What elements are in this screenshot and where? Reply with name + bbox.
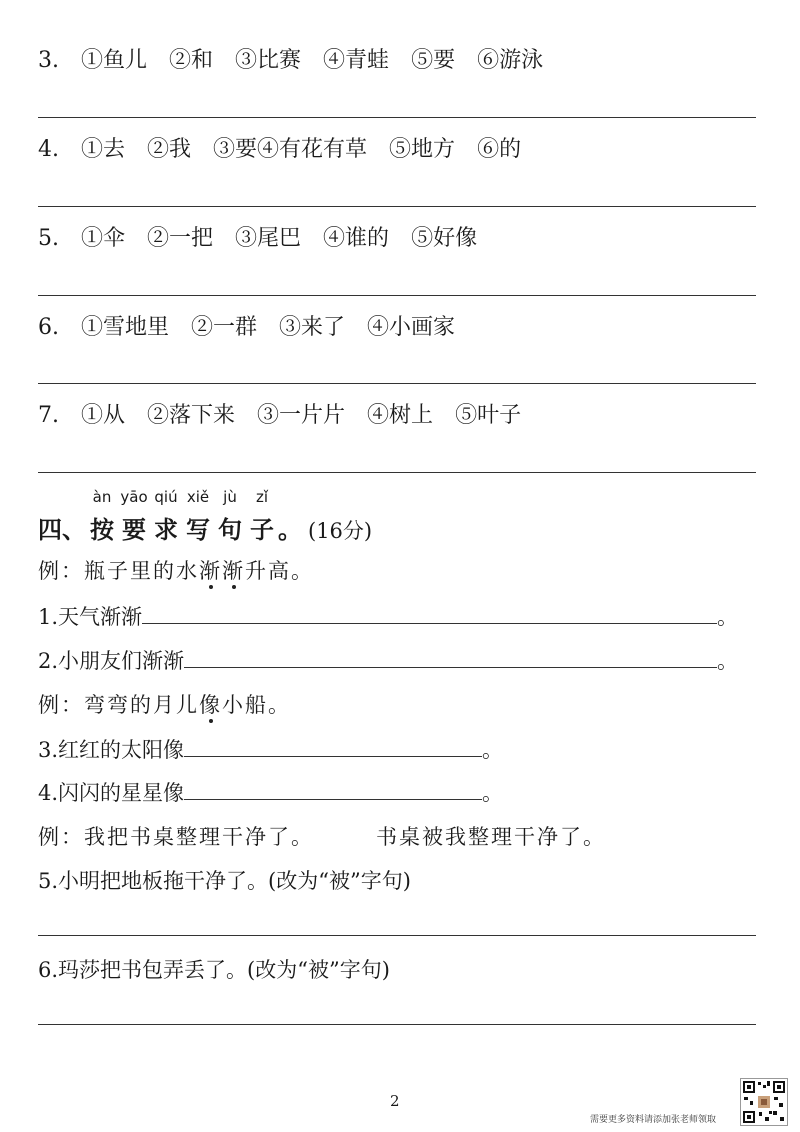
- question-number: 7.: [38, 403, 59, 428]
- question-number: 4.: [38, 137, 59, 162]
- word-option: ①鱼儿: [81, 48, 148, 73]
- word-option: ⑤好像: [411, 226, 478, 251]
- example-sentence: 例：弯弯的月儿像小船。: [38, 693, 291, 717]
- word-option: ①雪地里: [81, 315, 170, 340]
- pinyin: qiú: [154, 488, 178, 506]
- word-option: ①从: [81, 403, 126, 428]
- word-option: ③要④有花有草: [213, 137, 368, 162]
- reorder-question-4: [38, 135, 543, 165]
- fill-question-1: 1.天气渐渐 。: [38, 601, 738, 632]
- word-option: ④青蛙: [323, 48, 390, 73]
- heading-char: qiú 求: [150, 510, 182, 545]
- example-sentence: 例：我把书桌整理干净了。 书桌被我整理干净了。: [38, 825, 606, 849]
- word-option: ②落下来: [147, 403, 236, 428]
- word-option: ⑤叶子: [455, 403, 522, 428]
- answer-line[interactable]: [38, 117, 756, 118]
- qr-code-icon: [740, 1078, 788, 1126]
- rewrite-question-5: 5.小明把地板拖干净了。(改为“被”字句): [38, 869, 411, 893]
- answer-blank[interactable]: [184, 734, 482, 757]
- question-number: 6.: [38, 315, 59, 340]
- word-option: ②和: [169, 48, 214, 73]
- answer-line[interactable]: [38, 935, 756, 936]
- word-option: ②我: [147, 137, 192, 162]
- word-option: ③比赛: [235, 48, 302, 73]
- answer-blank[interactable]: [142, 601, 717, 624]
- word-option: ③一片片: [257, 403, 346, 428]
- emphasis-char: 渐: [222, 559, 245, 583]
- word-option: ③来了: [279, 315, 346, 340]
- word-option: ④小画家: [367, 315, 456, 340]
- fill-question-2: 2.小朋友们渐渐 。: [38, 645, 738, 676]
- pinyin: yāo: [120, 488, 148, 506]
- fill-question-3: 3.红红的太阳像 。: [38, 734, 503, 765]
- emphasis-char: 像: [199, 693, 222, 717]
- heading-char: àn 按: [86, 510, 118, 545]
- word-option: ②一群: [191, 315, 258, 340]
- answer-line[interactable]: [38, 206, 756, 207]
- answer-blank[interactable]: [184, 777, 482, 800]
- fill-question-4: 4.闪闪的星星像 。: [38, 777, 503, 808]
- pinyin: zǐ: [255, 488, 269, 506]
- word-option: ④谁的: [323, 226, 390, 251]
- heading-char: xiě 写: [182, 510, 214, 545]
- reorder-question-3: [38, 46, 565, 76]
- pinyin: àn: [92, 488, 112, 506]
- heading-char: jù 句: [214, 510, 246, 545]
- word-option: ⑤地方: [389, 137, 456, 162]
- word-option: ④树上: [367, 403, 434, 428]
- qr-caption: 需要更多资料请添加张老师领取: [590, 1115, 717, 1125]
- word-option: ②一把: [147, 226, 214, 251]
- answer-line[interactable]: [38, 1024, 756, 1025]
- heading-char: zǐ 子: [246, 510, 278, 545]
- rewrite-question-6: 6.玛莎把书包弄丢了。(改为“被”字句): [38, 958, 390, 982]
- question-number: 3.: [38, 48, 59, 73]
- emphasis-char: 渐: [199, 559, 222, 583]
- reorder-question-6: [38, 313, 477, 343]
- heading-char: yāo 要: [118, 510, 150, 545]
- word-option: ⑥的: [477, 137, 522, 162]
- word-option: ①伞: [81, 226, 126, 251]
- reorder-question-7: [38, 401, 543, 431]
- answer-line[interactable]: [38, 383, 756, 384]
- pinyin: jù: [223, 488, 237, 506]
- answer-line[interactable]: [38, 295, 756, 296]
- word-option: ③尾巴: [235, 226, 302, 251]
- page-number: 2: [390, 1092, 400, 1110]
- example-sentence: 例：瓶子里的水渐渐升高。: [38, 559, 314, 583]
- word-option: ⑤要: [411, 48, 456, 73]
- section-heading: 四、 àn 按 yāo 要 qiú 求 xiě 写 jù 句 zǐ 子 。 (16分): [38, 488, 373, 544]
- reorder-question-5: [38, 224, 499, 254]
- question-number: 5.: [38, 226, 59, 251]
- word-option: ⑥游泳: [477, 48, 544, 73]
- section-number: 四、: [38, 516, 86, 544]
- word-option: ①去: [81, 137, 126, 162]
- score-label: (16分): [308, 519, 373, 543]
- answer-line[interactable]: [38, 472, 756, 473]
- answer-blank[interactable]: [184, 645, 717, 668]
- pinyin: xiě: [186, 488, 210, 506]
